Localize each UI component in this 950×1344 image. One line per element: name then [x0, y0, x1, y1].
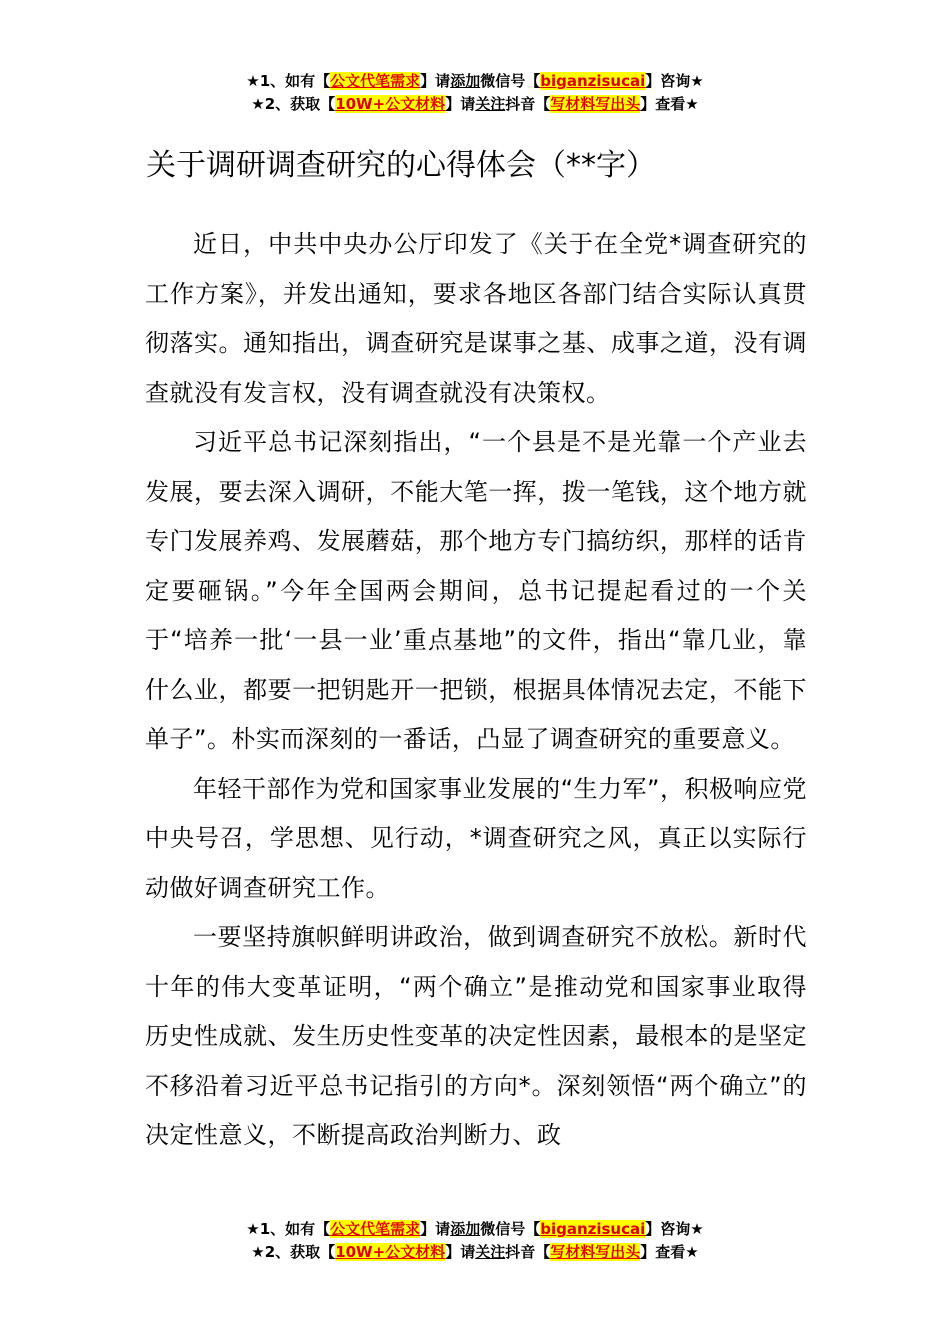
- banner-highlight: 10W+公文材料: [335, 95, 446, 113]
- banner-line-2: [0, 93, 950, 116]
- banner-text: 抖音【: [505, 1243, 551, 1261]
- banner-highlight: biganzisucai: [540, 1220, 646, 1238]
- banner-highlight: 公文代笔需求: [330, 72, 421, 90]
- body-paragraph: 近日，中共中央办公厅印发了《关于在全党*调查研究的工作方案》，并发出通知，要求各地区各部门结合实际认真贯彻落实。通知指出，调查研究是谋事之基、成事之道，没有调查就没有发言权，没有调查就没有决策权。: [145, 230, 807, 407]
- banner-text: 】请: [445, 1243, 476, 1261]
- banner-text: 】请: [420, 1220, 451, 1238]
- banner-highlight: 公文代笔需求: [330, 1220, 421, 1238]
- banner-text: 】咨询★: [645, 72, 704, 90]
- banner-highlight: 写材料写出头: [550, 1243, 641, 1261]
- banner-text: 】请: [445, 95, 476, 113]
- banner-highlight: biganzisucai: [540, 72, 646, 90]
- footer-banner: [0, 1218, 950, 1264]
- banner-text: 微信号【: [480, 72, 541, 90]
- banner-underlined-text: 添加: [450, 1220, 481, 1238]
- banner-text: ★2、获取【: [251, 1243, 336, 1261]
- banner-underlined-text: 关注: [475, 1243, 506, 1261]
- document-title: 关于调研调查研究的心得体会（**字）: [146, 148, 656, 184]
- banner-text: 】请: [420, 72, 451, 90]
- banner-highlight: 10W+公文材料: [335, 1243, 446, 1261]
- banner-text: 】查看★: [640, 1243, 699, 1261]
- body-paragraph: 年轻干部作为党和国家事业发展的“生力军”，积极响应党中央号召，学思想、见行动，*调查研究之风，真正以实际行动做好调查研究工作。: [145, 774, 807, 902]
- banner-highlight: 写材料写出头: [550, 95, 641, 113]
- banner-line-1: [0, 1218, 950, 1241]
- banner-underlined-text: 关注: [475, 95, 506, 113]
- body-paragraph: 一要坚持旗帜鲜明讲政治，做到调查研究不放松。新时代十年的伟大变革证明，“两个确立”是推动党和国家事业取得历史性成就、发生历史性变革的决定性因素，最根本的是坚定不移沿着习近平总书记指引的方向*。深刻领悟“两个确立”的决定性意义，不断提高政治判断力、政: [145, 923, 807, 1149]
- banner-text: ★1、如有【: [246, 1220, 331, 1238]
- document-body: [145, 220, 807, 1161]
- body-paragraph: 习近平总书记深刻指出，“一个县是不是光靠一个产业去发展，要去深入调研，不能大笔一挥，拨一笔钱，这个地方就专门发展养鸡、发展蘑菇，那个地方专门搞纺织，那样的话肯定要砸锅。”今年全国两会期间，总书记提起看过的一个关于“培养一批‘一县一业’重点基地”的文件，指出“靠几业，靠什么业，都要一把钥匙开一把锁，根据具体情况去定，不能下单子”。朴实而深刻的一番话，凸显了调查研究的重要意义。: [145, 428, 807, 753]
- banner-line-2: [0, 1241, 950, 1264]
- banner-text: 】查看★: [640, 95, 699, 113]
- banner-underlined-text: 添加: [450, 72, 481, 90]
- banner-text: ★2、获取【: [251, 95, 336, 113]
- header-banner: [0, 70, 950, 116]
- banner-line-1: [0, 70, 950, 93]
- banner-text: 抖音【: [505, 95, 551, 113]
- banner-text: 微信号【: [480, 1220, 541, 1238]
- banner-text: ★1、如有【: [246, 72, 331, 90]
- banner-text: 】咨询★: [645, 1220, 704, 1238]
